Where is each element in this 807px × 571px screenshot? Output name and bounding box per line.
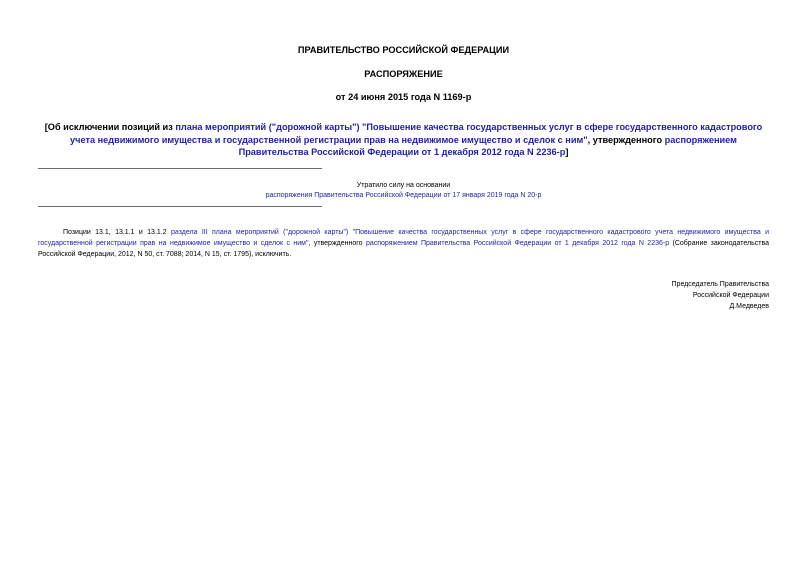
title-text-end: ] xyxy=(565,147,569,157)
document-type-heading: РАСПОРЯЖЕНИЕ xyxy=(364,69,443,79)
document-title xyxy=(36,121,771,159)
body-link-roadmap-section[interactable]: раздела III плана мероприятий ("дорожной карты") "Повышение качества государственных услуг в сфере государственного кадастрового учета недвижимого имущества и государственной регистрации прав на недвижимое имущество и сделок с ним" xyxy=(38,229,770,247)
title-link-order-2236[interactable]: распоряжением Правительства Российской Федерации от 1 декабря 2012 года N 2236-р xyxy=(238,134,737,157)
lapse-notice-text: Утратило силу на основании xyxy=(356,182,451,189)
signature-title-line2: Российской Федерации xyxy=(692,292,769,299)
signature-name: Д.Медведев xyxy=(729,303,769,310)
lapse-link-order-20[interactable]: распоряжения Правительства Российской Федерации от 17 января 2019 года N 20-р xyxy=(265,192,542,199)
signature-title-line1: Председатель Правительства xyxy=(671,281,769,288)
title-text-start: [Об исключении позиций из xyxy=(44,122,176,132)
body-paragraph xyxy=(38,227,769,260)
body-link-order-2236[interactable]: распоряжением Правительства Российской Федерации от 1 декабря 2012 года N 2236-р xyxy=(365,240,670,247)
document-date: от 24 июня 2015 года N 1169-р xyxy=(335,92,472,102)
body-text-middle: , утвержденного xyxy=(308,240,366,247)
body-text-end: (Собрание законодательства Российской Федерации, 2012, N 50, ст. 7088; 2014, N 15, ст. 1795), исключить. xyxy=(38,240,769,258)
government-heading: ПРАВИТЕЛЬСТВО РОССИЙСКОЙ ФЕДЕРАЦИИ xyxy=(297,45,510,55)
lapse-notice-line xyxy=(0,191,807,201)
body-text-start: Позиции 13.1, 13.1.1 и 13.1.2 xyxy=(63,229,171,236)
title-text-middle: , утвержденного xyxy=(587,134,665,145)
title-link-roadmap[interactable]: плана мероприятий ("дорожной карты") "Повышение качества государственных услуг в сфере государственного кадастрового учета недвижимого имущества и государственной регистрации прав на недвижимое имущество и сделок с ним" xyxy=(70,122,763,145)
divider-top xyxy=(38,168,322,169)
divider-bottom xyxy=(38,206,322,207)
